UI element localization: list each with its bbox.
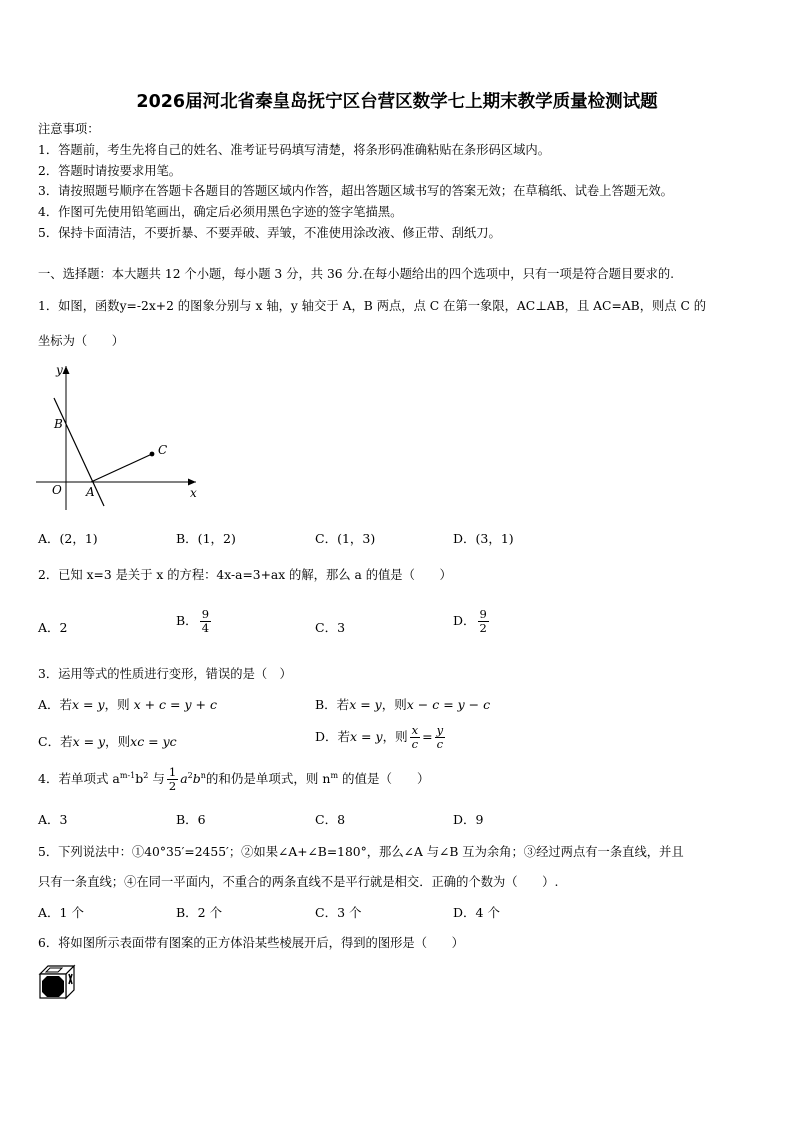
q2-option-c: C．3 <box>315 620 346 635</box>
q5-option-c: C．3 个 <box>315 905 362 920</box>
notice-item-4: 4．作图可先使用铅笔画出，确定后必须用黑色字迹的签字笔描黑。 <box>38 205 403 219</box>
q3-option-b: B．若x = y，则x − c = y − c <box>315 697 491 712</box>
q1-option-a: A．(2，1) <box>38 531 98 546</box>
q2-option-b <box>176 608 213 635</box>
q4-option-d: D．9 <box>453 812 484 827</box>
x-label: x <box>190 486 197 500</box>
x-axis-arrow <box>188 479 196 486</box>
q1-coordinate-figure <box>36 362 206 512</box>
section-heading: 一、选择题：本大题共 12 个小题，每小题 3 分，共 36 分.在每小题给出的四个选项中，只有一项是符合题目要求的. <box>38 267 675 281</box>
q1-option-c: C．(1，3) <box>315 531 376 546</box>
q2-option-b-fraction: $\frac{9}{4}$ <box>201 607 210 635</box>
y-axis-arrow <box>63 366 70 374</box>
q2-option-b-letter: B． <box>176 613 198 628</box>
segment-ac <box>91 454 152 482</box>
notice-item-1: 1．答题前，考生先将自己的姓名、准考证号码填写清楚，将条形码准确粘贴在条形码区域内。 <box>38 143 550 157</box>
q5-option-d: D．4 个 <box>453 905 500 920</box>
cube-pattern-icon <box>38 964 78 1000</box>
q2-option-a: A．2 <box>38 620 68 635</box>
q2-stem: 2．已知 x=3 是关于 x 的方程：4x-a=3+ax 的解，那么 a 的值是（ ） <box>38 568 452 582</box>
q4-stem: 4．若单项式 $a^{m-1}b^2$ 与 $\frac{1}{2}$ $a^2b^n$的和仍是单项式，则 $n^m$ 的值是（ ） <box>38 765 430 793</box>
q4-option-c: C．8 <box>315 812 346 827</box>
q5-option-a: A．1 个 <box>38 905 84 920</box>
q1-option-b: B．(1，2) <box>176 531 236 546</box>
point-b-label: B <box>54 417 63 431</box>
q4-option-a: A．3 <box>38 812 68 827</box>
q2-option-d-fraction: $\frac{9}{2}$ <box>479 607 487 635</box>
q5-stem-line1: 5．下列说法中：①40°35′=2455′；②如果∠A+∠B=180°，那么∠A 与∠B 互为余角；③经过两点有一条直线，并且 <box>38 845 684 859</box>
point-c <box>150 452 155 457</box>
q1-stem-line2: 坐标为（ ） <box>38 334 125 348</box>
q3-option-a: A．若x = y，则 x + c = y + c <box>38 697 217 712</box>
q5-option-b: B．2 个 <box>176 905 223 920</box>
q3-stem: 3．运用等式的性质进行变形，错误的是（ ） <box>38 667 292 681</box>
point-c-label: C <box>158 443 168 457</box>
notice-item-2: 2．答题时请按要求用笔。 <box>38 164 182 178</box>
q2-option-d <box>453 608 491 635</box>
notice-item-3: 3．请按照题号顺序在答题卡各题目的答题区域内作答，超出答题区域书写的答案无效；在草稿纸、试卷上答题无效。 <box>38 184 673 198</box>
q5-stem-line2: 只有一条直线；④在同一平面内，不重合的两条直线不是平行就是相交．正确的个数为（ ）. <box>38 875 559 889</box>
q1-option-d: D．(3，1) <box>453 531 514 546</box>
q6-stem: 6．将如图所示表面带有图案的正方体沿某些棱展开后，得到的图形是（ ） <box>38 936 464 950</box>
notice-item-5: 5．保持卡面清洁，不要折暴、不要弄破、弄皱，不准使用涂改液、修正带、刮纸刀。 <box>38 226 501 240</box>
notice-heading: 注意事项： <box>38 122 100 136</box>
q4-option-b: B．6 <box>176 812 206 827</box>
point-a-label: A <box>86 485 95 499</box>
q1-stem-line1: 1．如图，函数y=-2x+2 的图象分别与 x 轴，y 轴交于 A，B 两点，点 C 在第一象限，AC⊥AB，且 AC=AB，则点 C 的 <box>38 299 707 313</box>
q2-option-d-letter: D． <box>453 613 476 628</box>
y-label: y <box>56 363 63 377</box>
q3-option-c: C．若x = y，则xc = yc <box>38 734 177 749</box>
q3-option-d: D．若x = y，则 $\frac{x}{c}$ = $\frac{y}{c}$ <box>315 723 444 751</box>
page-title: 2026届河北省秦皇岛抚宁区台营区数学七上期末教学质量检测试题 <box>136 92 658 112</box>
origin-label: O <box>52 483 62 497</box>
